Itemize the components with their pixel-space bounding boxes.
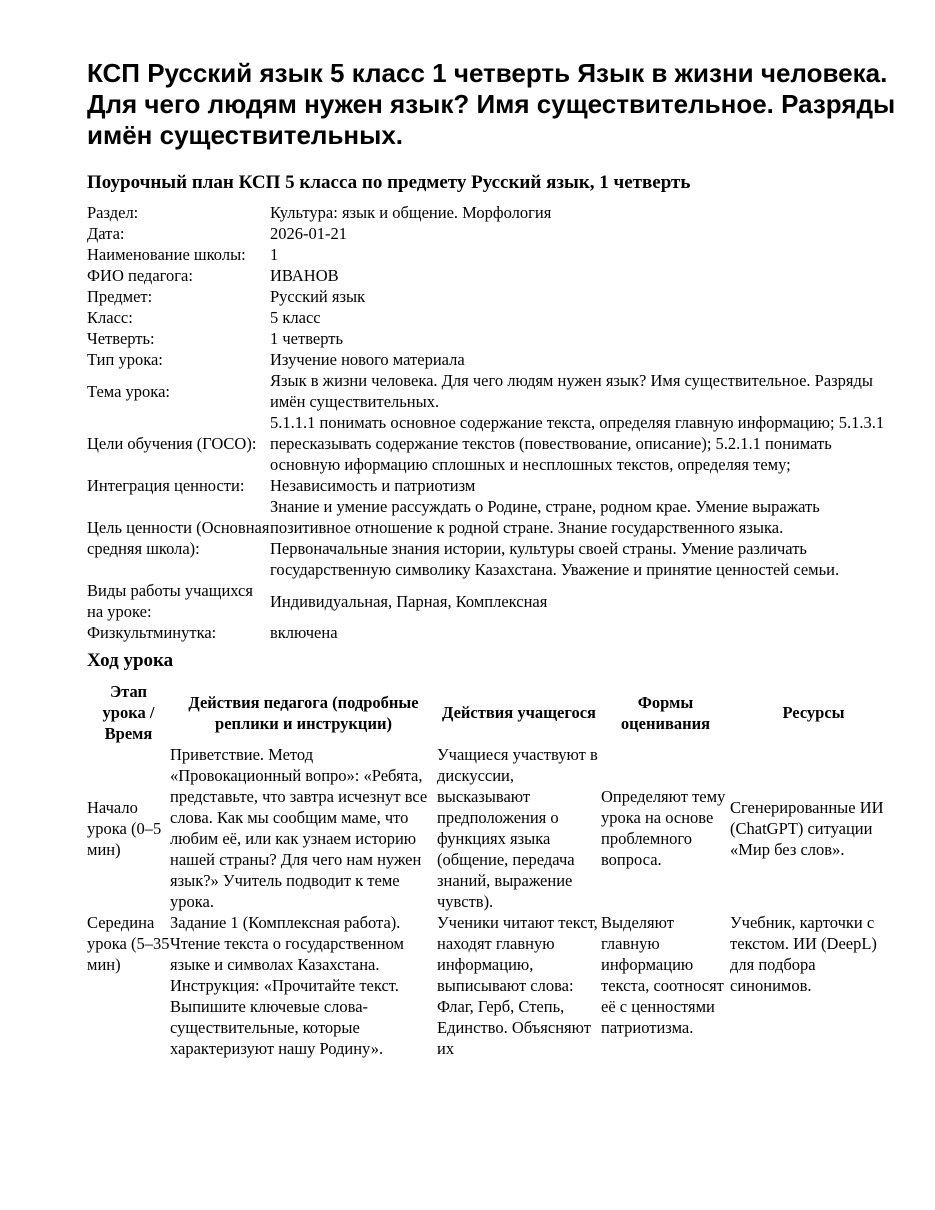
info-row-section xyxy=(87,202,897,223)
info-row-lesson-type xyxy=(87,349,897,370)
info-key: Цель ценности (Основная средняя школа): xyxy=(87,518,270,558)
info-value: Изучение нового материала xyxy=(270,350,465,369)
info-row-date xyxy=(87,223,897,244)
info-value: 5.1.1.1 понимать основное содержание текста, определяя главную информацию; 5.1.3.1 пересказывать содержание текстов (повествование, описание); 5.2.1.1 понимать основную иформацию сплошных и несплошных текстов, определяя тему; xyxy=(270,413,885,474)
info-key: Цели обучения (ГОСО): xyxy=(87,434,257,453)
info-value: ИВАНОВ xyxy=(270,266,339,285)
info-value: Культура: язык и общение. Морфология xyxy=(270,203,552,222)
info-key: Интеграция ценности: xyxy=(87,476,245,495)
info-row-topic xyxy=(87,370,897,412)
info-value: Русский язык xyxy=(270,287,366,306)
info-key: Четверть: xyxy=(87,329,155,348)
cell-teacher-actions: Приветствие. Метод «Провокационный вопро»: «Ребята, представьте, что завтра исчезнут все слова. Как мы сообщим маме, что любим её, или как узнаем историю нашей страны? Для чего нам нужен язык?» Учитель подводит к теме урока. xyxy=(170,745,428,911)
info-row-value-goal xyxy=(87,496,897,580)
info-key: Тип урока: xyxy=(87,350,163,369)
info-value: Язык в жизни человека. Для чего людям нужен язык? Имя существительное. Разряды имён существительных. xyxy=(270,371,873,411)
info-value: 1 xyxy=(270,245,279,264)
column-header-assessment: Формы оценивания xyxy=(620,692,711,733)
info-key: Раздел: xyxy=(87,203,139,222)
document-title: КСП Русский язык 5 класс 1 четверть Язык в жизни человека. Для чего людям нужен язык? Имя существительное. Разряды имён существительных. xyxy=(87,58,896,150)
info-key: Дата: xyxy=(87,224,125,243)
table-row xyxy=(87,912,897,1059)
info-row-value-integration xyxy=(87,475,897,496)
document-page xyxy=(87,58,897,1059)
info-key: Класс: xyxy=(87,308,133,327)
column-header-student-actions: Действия учащегося xyxy=(442,703,596,722)
info-row-teacher xyxy=(87,265,897,286)
info-row-subject xyxy=(87,286,897,307)
cell-student-actions: Учащиеся участвуют в дискуссии, высказывают предположения о функциях языка (общение, передача знаний, выражение чувств). xyxy=(437,745,598,911)
column-header-resources: Ресурсы xyxy=(782,703,845,722)
info-key: ФИО педагога: xyxy=(87,266,193,285)
cell-stage: Середина урока (5–35 мин) xyxy=(87,913,170,974)
info-key: Наименование школы: xyxy=(87,245,246,264)
table-header-row xyxy=(87,681,897,744)
info-row-physical-break xyxy=(87,622,897,643)
info-row-grade xyxy=(87,307,897,328)
plan-subtitle: Поурочный план КСП 5 класса по предмету Русский язык, 1 четверть xyxy=(87,172,691,193)
column-header-teacher-actions: Действия педагога (подробные реплики и инструкции) xyxy=(188,692,419,733)
cell-student-actions: Ученики читают текст, находят главную информацию, выписывают слова: Флаг, Герб, Степь, Единство. Объясняют их xyxy=(437,913,598,1058)
lesson-plan-table xyxy=(87,681,897,1059)
cell-stage: Начало урока (0–5 мин) xyxy=(87,797,162,859)
info-value: Знание и умение рассуждать о Родине, стране, родном крае. Умение выражать позитивное отношение к родной стране. Знание государственного языка. Первоначальные знания истории, культуры своей страны. Умение различать государственную символику Казахстана. Уважение и принятие ценностей семьи. xyxy=(270,497,840,579)
cell-resources: Сгенерированные ИИ (ChatGPT) ситуации «Мир без слов». xyxy=(730,797,884,859)
cell-assessment: Определяют тему урока на основе проблемного вопроса. xyxy=(601,787,726,869)
info-value: Независимость и патриотизм xyxy=(270,476,476,495)
info-key: Виды работы учащихся на уроке: xyxy=(87,581,253,621)
table-row xyxy=(87,744,897,912)
column-header-stage: Этап урока / Время xyxy=(102,682,155,743)
info-value: Индивидуальная, Парная, Комплексная xyxy=(270,591,548,611)
info-value: 1 четверть xyxy=(270,329,343,348)
info-row-school xyxy=(87,244,897,265)
info-row-learning-goals xyxy=(87,412,897,475)
info-key: Тема урока: xyxy=(87,381,170,401)
info-row-quarter xyxy=(87,328,897,349)
cell-teacher-actions: Задание 1 (Комплексная работа). Чтение текста о государственном языке и символах Казахстана. Инструкция: «Прочитайте текст. Выпишите ключевые слова-существительные, которые характеризуют нашу Родину». xyxy=(170,913,404,1058)
info-row-work-types xyxy=(87,580,897,622)
info-key: Предмет: xyxy=(87,287,153,306)
info-value: 2026-01-21 xyxy=(270,224,347,243)
info-value: включена xyxy=(270,623,338,642)
section-title: Ход урока xyxy=(87,650,174,671)
info-value: 5 класс xyxy=(270,308,321,327)
lesson-info-table xyxy=(87,202,897,643)
cell-assessment: Выделяют главную информацию текста, соотносят её с ценностями патриотизма. xyxy=(601,913,724,1037)
cell-resources: Учебник, карточки с текстом. ИИ (DeepL) для подбора синонимов. xyxy=(730,913,877,995)
info-key: Физкультминутка: xyxy=(87,623,217,642)
